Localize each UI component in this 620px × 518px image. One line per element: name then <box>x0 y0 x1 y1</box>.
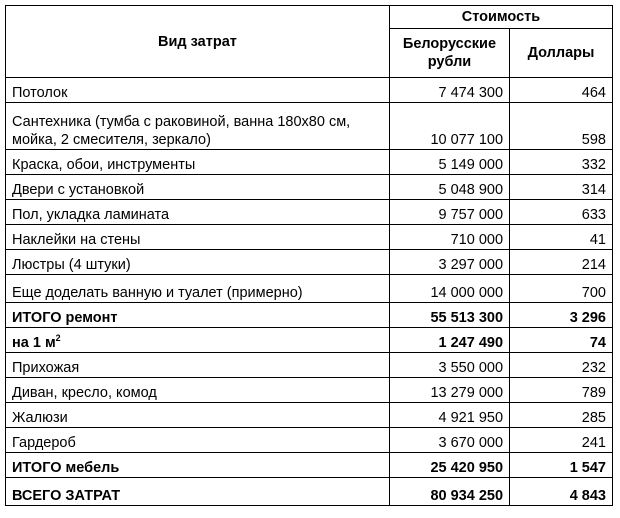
row-byr: 80 934 250 <box>389 478 509 506</box>
row-name: ИТОГО ремонт <box>6 303 390 328</box>
row-byr: 9 757 000 <box>389 200 509 225</box>
row-usd: 332 <box>510 150 613 175</box>
row-usd: 241 <box>510 428 613 453</box>
row-name: ИТОГО мебель <box>6 453 390 478</box>
row-name <box>6 328 390 353</box>
table-row <box>6 103 613 150</box>
row-byr: 1 247 490 <box>389 328 509 353</box>
table-row <box>6 275 613 303</box>
row-byr: 4 921 950 <box>389 403 509 428</box>
row-usd: 3 296 <box>510 303 613 328</box>
row-name: Краска, обои, инструменты <box>6 150 390 175</box>
row-name: Сантехника (тумба с раковиной, ванна 180х80 см, мойка, 2 смесителя, зеркало) <box>6 103 390 150</box>
cost-table <box>5 5 613 506</box>
table-row <box>6 378 613 403</box>
row-usd: 285 <box>510 403 613 428</box>
table-row-grand-total <box>6 478 613 506</box>
row-usd: 4 843 <box>510 478 613 506</box>
table-row <box>6 175 613 200</box>
row-usd: 41 <box>510 225 613 250</box>
header-usd: Доллары <box>510 29 613 78</box>
row-name-text: на 1 м <box>12 335 56 351</box>
row-byr: 3 670 000 <box>389 428 509 453</box>
table-row <box>6 225 613 250</box>
row-name: Двери с установкой <box>6 175 390 200</box>
row-usd: 74 <box>510 328 613 353</box>
row-usd: 598 <box>510 103 613 150</box>
row-byr: 7 474 300 <box>389 78 509 103</box>
table-row <box>6 250 613 275</box>
table-row <box>6 428 613 453</box>
table-row-total <box>6 453 613 478</box>
row-byr: 55 513 300 <box>389 303 509 328</box>
table-row <box>6 353 613 378</box>
row-usd: 633 <box>510 200 613 225</box>
header-byr: Белорусские рубли <box>389 29 509 78</box>
table-row <box>6 150 613 175</box>
row-name: Прихожая <box>6 353 390 378</box>
row-name: Потолок <box>6 78 390 103</box>
table-row-per-m2 <box>6 328 613 353</box>
table-row <box>6 78 613 103</box>
row-name: Еще доделать ванную и туалет (примерно) <box>6 275 390 303</box>
row-byr: 14 000 000 <box>389 275 509 303</box>
row-byr: 25 420 950 <box>389 453 509 478</box>
row-usd: 214 <box>510 250 613 275</box>
row-name: Люстры (4 штуки) <box>6 250 390 275</box>
row-byr: 13 279 000 <box>389 378 509 403</box>
row-byr: 5 149 000 <box>389 150 509 175</box>
row-usd: 314 <box>510 175 613 200</box>
row-usd: 464 <box>510 78 613 103</box>
row-name: Диван, кресло, комод <box>6 378 390 403</box>
row-name: Гардероб <box>6 428 390 453</box>
header-expense-type: Вид затрат <box>6 6 390 78</box>
row-usd: 232 <box>510 353 613 378</box>
row-byr: 10 077 100 <box>389 103 509 150</box>
row-byr: 710 000 <box>389 225 509 250</box>
row-name: ВСЕГО ЗАТРАТ <box>6 478 390 506</box>
row-name: Наклейки на стены <box>6 225 390 250</box>
header-cost: Стоимость <box>389 6 612 29</box>
row-byr: 5 048 900 <box>389 175 509 200</box>
row-name: Жалюзи <box>6 403 390 428</box>
table-row <box>6 200 613 225</box>
table-row-total <box>6 303 613 328</box>
row-name: Пол, укладка ламината <box>6 200 390 225</box>
row-usd: 1 547 <box>510 453 613 478</box>
row-usd: 700 <box>510 275 613 303</box>
row-usd: 789 <box>510 378 613 403</box>
squared-superscript: 2 <box>55 333 61 344</box>
row-byr: 3 297 000 <box>389 250 509 275</box>
table-row <box>6 403 613 428</box>
row-byr: 3 550 000 <box>389 353 509 378</box>
